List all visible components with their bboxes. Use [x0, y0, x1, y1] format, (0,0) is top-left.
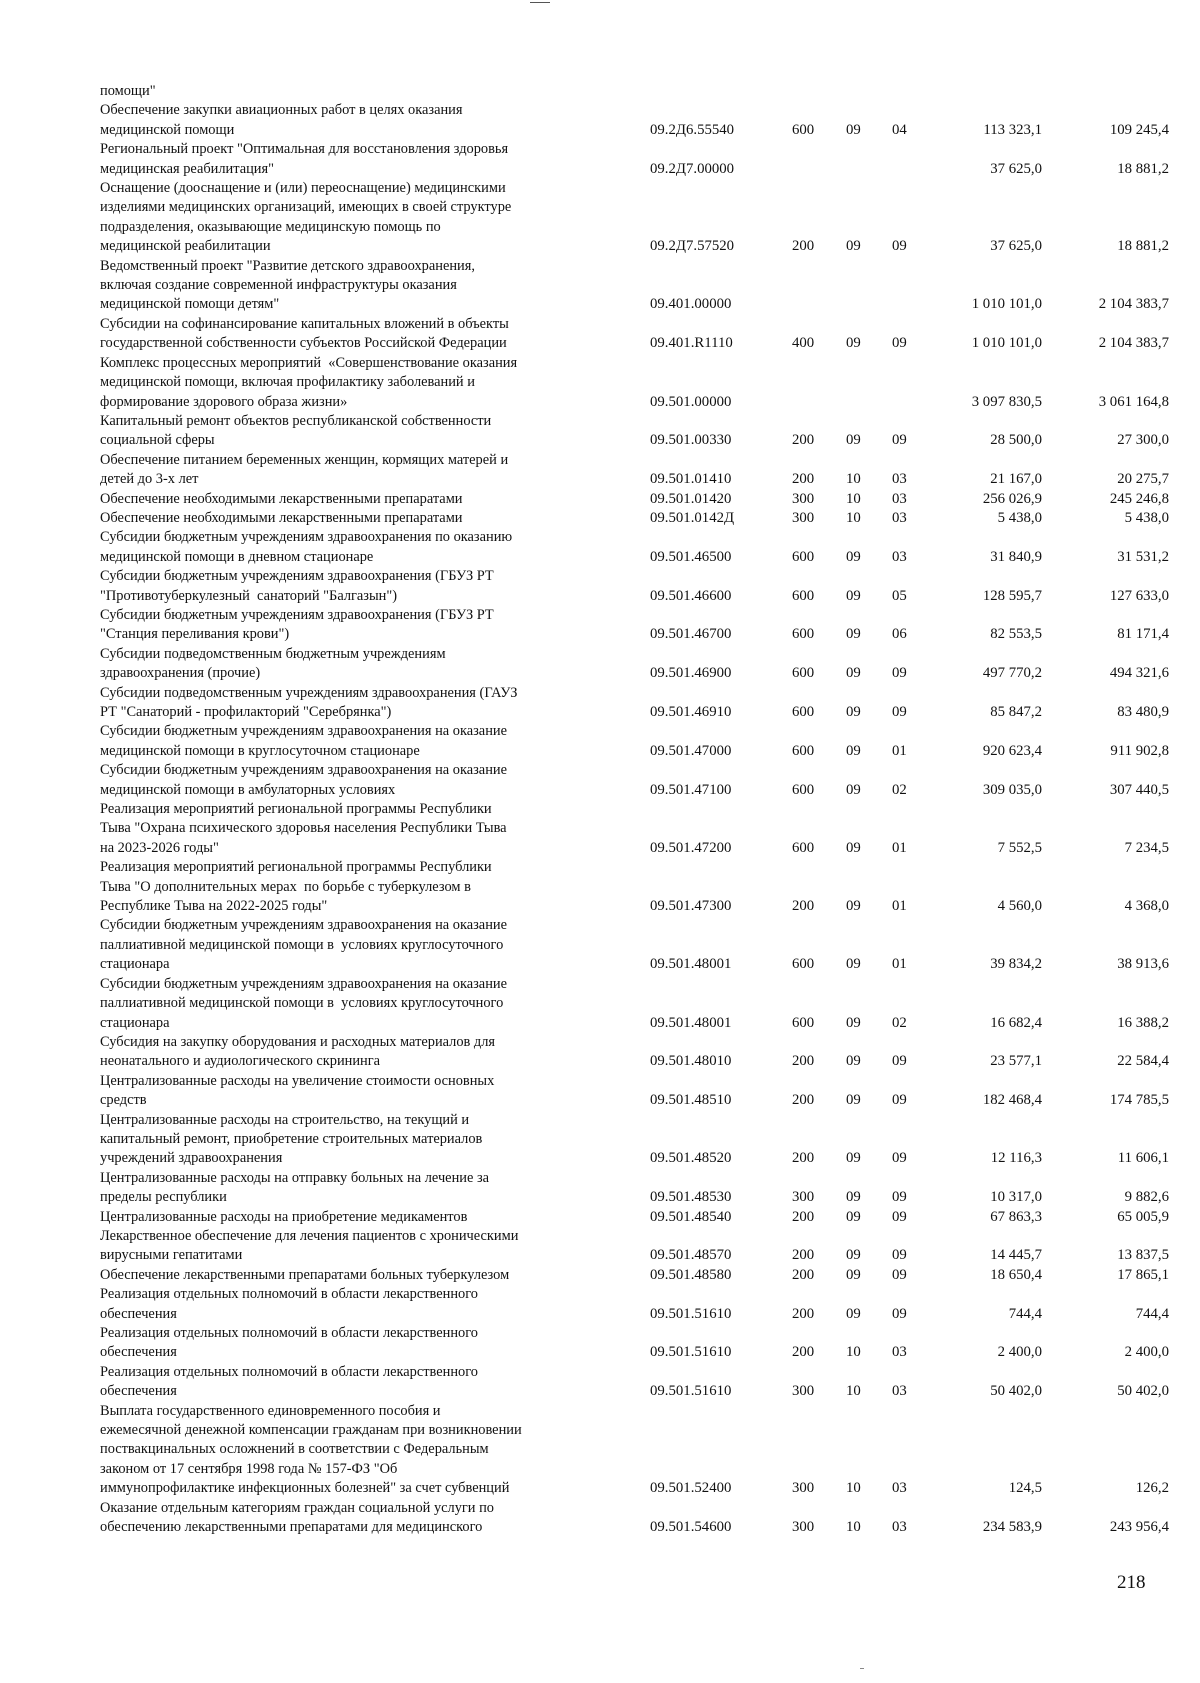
row-rz: 09: [846, 1266, 861, 1283]
row-kvr: 600: [792, 781, 815, 798]
table-row: [100, 567, 1180, 606]
row-rz: 09: [846, 1189, 861, 1206]
row-code: 09.501.48570: [650, 1247, 732, 1264]
row-name: Субсидии бюджетным учреждениям здравоохранения на оказание паллиативной медицинской помощи в условиях круглосуточного стационара: [100, 917, 507, 973]
row-s1: 31 840,9: [990, 548, 1042, 565]
row-name: помощи": [100, 83, 156, 99]
row-code: 09.501.48010: [650, 1053, 732, 1070]
row-code: 09.401.00000: [650, 296, 732, 313]
row-s1: 920 623,4: [982, 742, 1042, 759]
row-rz: 09: [846, 665, 861, 682]
row-s1: 309 035,0: [982, 781, 1042, 798]
table-row: [100, 1499, 1180, 1538]
row-s2: 4 368,0: [1124, 898, 1169, 915]
row-s2: 11 606,1: [1117, 1150, 1169, 1167]
row-pr: 09: [892, 432, 907, 449]
row-rz: 10: [846, 1344, 861, 1361]
row-pr: 01: [892, 839, 907, 856]
row-code: 09.501.48580: [650, 1266, 732, 1283]
row-pr: 09: [892, 665, 907, 682]
row-name: Обеспечение необходимыми лекарственными препаратами: [100, 490, 463, 507]
row-name: Субсидии на софинансирование капитальных вложений в объекты государственной собственности субъектов Российской Федерации: [100, 315, 509, 352]
row-rz: 09: [846, 626, 861, 643]
row-kvr: 200: [792, 432, 815, 449]
row-rz: 09: [846, 839, 861, 856]
row-s1: 1 010 101,0: [971, 296, 1042, 313]
row-s1: 10 317,0: [990, 1189, 1042, 1206]
row-code: 09.501.51610: [650, 1344, 732, 1361]
row-rz: 09: [846, 898, 861, 915]
row-kvr: 300: [792, 1519, 815, 1536]
row-kvr: 300: [792, 490, 815, 507]
row-rz: 09: [846, 1305, 861, 1322]
table-row: [100, 761, 1180, 800]
row-s2: 38 913,6: [1117, 956, 1169, 973]
row-s2: 243 956,4: [1109, 1519, 1169, 1536]
row-code: 09.501.51610: [650, 1383, 732, 1400]
row-code: 09.501.52400: [650, 1480, 732, 1497]
row-pr: 09: [892, 335, 907, 352]
row-code: 09.501.47200: [650, 839, 732, 856]
row-kvr: 600: [792, 704, 815, 720]
row-s1: 21 167,0: [990, 471, 1042, 488]
row-s2: 126,2: [1135, 1480, 1169, 1497]
row-name: Обеспечение необходимыми лекарственными препаратами: [100, 509, 463, 526]
row-s2: 245 246,8: [1109, 490, 1169, 507]
row-pr: 09: [892, 1208, 907, 1225]
row-rz: 09: [846, 121, 861, 138]
row-name: Обеспечение закупки авиационных работ в целях оказания медицинской помощи: [100, 102, 463, 138]
row-kvr: 600: [792, 742, 815, 759]
row-pr: 09: [892, 1189, 907, 1206]
row-code: 09.2Д7.57520: [650, 238, 735, 255]
row-name: Субсидии подведомственным учреждениям здравоохранения (ГАУЗ РТ "Санаторий - профилакторий "Серебрянка"): [100, 684, 518, 720]
table-row: [100, 645, 1180, 684]
row-kvr: 200: [792, 1053, 815, 1070]
row-s1: 497 770,2: [982, 665, 1042, 682]
row-name: Оснащение (дооснащение и (или) переоснащение) медицинскими изделиями медицинских организаций, имеющих в своей структуре подразделения, оказывающие медицинскую помощь по медицинской реабилитации: [100, 180, 512, 255]
row-s1: 256 026,9: [982, 490, 1042, 507]
table-row: [100, 140, 1180, 179]
row-rz: 09: [846, 1247, 861, 1264]
row-kvr: 300: [792, 1189, 815, 1206]
row-kvr: 200: [792, 1247, 815, 1264]
row-code: 09.501.46600: [650, 587, 732, 604]
row-rz: 09: [846, 704, 861, 720]
table-row: [100, 1324, 1180, 1363]
table-row: [100, 82, 1180, 101]
scan-speck: [860, 1668, 864, 1669]
row-s1: 124,5: [1008, 1480, 1042, 1497]
row-s1: 28 500,0: [990, 432, 1042, 449]
table-row: [100, 490, 1180, 509]
row-s1: 37 625,0: [990, 160, 1042, 177]
row-rz: 10: [846, 509, 861, 526]
row-s2: 127 633,0: [1109, 587, 1169, 604]
row-code: 09.501.00330: [650, 432, 732, 449]
row-kvr: 600: [792, 626, 815, 643]
row-code: 09.2Д6.55540: [650, 121, 735, 138]
row-name: Централизованные расходы на строительство, на текущий и капитальный ремонт, приобретение строительных материалов учреждений здравоохранения: [100, 1111, 483, 1167]
table-row: [100, 412, 1180, 451]
row-code: 09.501.47000: [650, 742, 732, 759]
row-kvr: 300: [792, 509, 815, 526]
row-pr: 09: [892, 1247, 907, 1264]
table-row: [100, 354, 1180, 412]
row-kvr: 200: [792, 1208, 815, 1225]
row-rz: 10: [846, 1383, 861, 1400]
row-s2: 18 881,2: [1117, 238, 1169, 255]
row-pr: 01: [892, 742, 907, 759]
row-pr: 09: [892, 238, 907, 255]
row-s2: 174 785,5: [1109, 1092, 1169, 1109]
table-row: [100, 1169, 1180, 1208]
row-s2: 5 438,0: [1124, 509, 1169, 526]
row-name: Субсидии бюджетным учреждениям здравоохранения на оказание медицинской помощи в круглосуточном стационаре: [100, 723, 507, 759]
row-pr: 03: [892, 1519, 907, 1536]
row-pr: 03: [892, 1480, 907, 1497]
budget-table: [100, 82, 1180, 1537]
row-s1: 12 116,3: [990, 1150, 1042, 1167]
row-code: 09.401.R1110: [650, 335, 733, 352]
row-kvr: 600: [792, 121, 815, 138]
row-code: 09.501.48001: [650, 1014, 732, 1031]
row-code: 09.501.47300: [650, 898, 732, 915]
table-row: [100, 1285, 1180, 1324]
row-s1: 16 682,4: [990, 1014, 1042, 1031]
table-row: [100, 1266, 1180, 1285]
row-pr: 09: [892, 1150, 907, 1167]
row-s1: 2 400,0: [997, 1344, 1042, 1361]
row-s2: 109 245,4: [1109, 121, 1169, 138]
row-s1: 23 577,1: [990, 1053, 1042, 1070]
row-s1: 14 445,7: [990, 1247, 1042, 1264]
row-pr: 03: [892, 1383, 907, 1400]
row-code: 09.501.54600: [650, 1519, 732, 1536]
row-name: Реализация мероприятий региональной программы Республики Тыва "Охрана психического здоровья населения Республики Тыва на 2023-2026 годы": [100, 801, 507, 856]
row-s2: 65 005,9: [1117, 1208, 1169, 1225]
row-pr: 03: [892, 471, 907, 488]
row-s2: 50 402,0: [1117, 1383, 1169, 1400]
table-row: [100, 1072, 1180, 1111]
row-s2: 911 902,8: [1110, 742, 1169, 759]
row-name: Централизованные расходы на увеличение стоимости основных средств: [100, 1072, 495, 1109]
row-rz: 10: [846, 471, 861, 488]
row-s2: 20 275,7: [1117, 471, 1169, 488]
table-row: [100, 1227, 1180, 1266]
row-name: Субсидии бюджетным учреждениям здравоохранения на оказание медицинской помощи в амбулаторных условиях: [100, 762, 507, 798]
table-row: [100, 1033, 1180, 1072]
row-s1: 234 583,9: [982, 1519, 1042, 1536]
row-s1: 182 468,4: [982, 1092, 1042, 1109]
row-rz: 09: [846, 1208, 861, 1225]
row-name: Лекарственное обеспечение для лечения пациентов с хроническими вирусными гепатитами: [100, 1227, 519, 1264]
row-s2: 7 234,5: [1124, 839, 1169, 856]
table-row: [100, 451, 1180, 490]
table-row: [100, 1402, 1180, 1499]
table-row: [100, 528, 1180, 567]
row-s1: 113 323,1: [983, 121, 1042, 138]
row-code: 09.501.01420: [650, 490, 732, 507]
row-s2: 31 531,2: [1117, 548, 1169, 565]
table-row: [100, 179, 1180, 257]
page-number: 218: [1117, 1572, 1146, 1593]
row-s1: 1 010 101,0: [971, 335, 1042, 352]
row-rz: 09: [846, 742, 861, 759]
row-code: 09.501.51610: [650, 1305, 732, 1322]
row-s1: 82 553,5: [990, 626, 1042, 643]
row-s2: 83 480,9: [1117, 704, 1169, 720]
row-kvr: 600: [792, 548, 815, 565]
row-code: 09.501.46910: [650, 704, 732, 720]
row-rz: 10: [846, 1519, 861, 1536]
row-s2: 27 300,0: [1117, 432, 1169, 449]
row-code: 09.501.46900: [650, 665, 732, 682]
row-s1: 39 834,2: [990, 956, 1042, 973]
row-name: Ведомственный проект "Развитие детского здравоохранения, включая создание современной инфраструктуры оказания медицинской помощи детям": [100, 257, 475, 313]
row-pr: 09: [892, 1266, 907, 1283]
row-s2: 3 061 164,8: [1098, 393, 1169, 410]
table-row: [100, 315, 1180, 354]
row-code: 09.501.46700: [650, 626, 732, 643]
row-s1: 67 863,3: [990, 1208, 1042, 1225]
row-kvr: 200: [792, 1150, 815, 1167]
row-name: Субсидии подведомственным бюджетным учреждениям здравоохранения (прочие): [100, 645, 446, 682]
row-s2: 744,4: [1135, 1305, 1169, 1322]
row-code: 09.501.00000: [650, 393, 732, 410]
row-code: 09.501.48540: [650, 1208, 732, 1225]
row-kvr: 200: [792, 471, 815, 488]
row-kvr: 600: [792, 839, 815, 856]
table-row: [100, 509, 1180, 528]
row-code: 09.501.01410: [650, 471, 732, 488]
row-kvr: 200: [792, 1305, 815, 1322]
row-pr: 01: [892, 898, 907, 915]
row-rz: 10: [846, 1480, 861, 1497]
row-s2: 307 440,5: [1109, 781, 1169, 798]
row-kvr: 600: [792, 956, 815, 973]
row-s1: 4 560,0: [997, 898, 1042, 915]
row-kvr: 400: [792, 335, 815, 352]
row-rz: 09: [846, 587, 861, 604]
row-name: Реализация мероприятий региональной программы Республики Тыва "О дополнительных мерах по борьбе с туберкулезом в Республике Тыва на 2022-2025 годы": [100, 859, 492, 915]
row-kvr: 200: [792, 238, 815, 255]
row-name: Субсидии бюджетным учреждениям здравоохранения (ГБУЗ РТ "Станция переливания крови"): [100, 606, 494, 643]
row-name: Капитальный ремонт объектов республиканской собственности социальной сферы: [100, 412, 492, 449]
table-row: [100, 975, 1180, 1033]
row-name: Централизованные расходы на приобретение медикаментов: [100, 1208, 468, 1225]
row-s2: 13 837,5: [1117, 1247, 1169, 1264]
row-s1: 744,4: [1008, 1305, 1042, 1322]
table-row: [100, 257, 1180, 315]
row-s2: 9 882,6: [1124, 1189, 1169, 1206]
row-kvr: 600: [792, 1014, 815, 1031]
row-rz: 09: [846, 335, 861, 352]
row-name: Обеспечение лекарственными препаратами больных туберкулезом: [100, 1266, 510, 1283]
row-s1: 3 097 830,5: [971, 393, 1042, 410]
row-name: Комплекс процессных мероприятий «Совершенствование оказания медицинской помощи, включая профилактику заболеваний и формирование здорового образа жизни»: [100, 354, 518, 410]
table-row: [100, 858, 1180, 916]
row-name: Выплата государственного единовременного пособия и ежемесячной денежной компенсации гражданам при возникновении поствакцинальных осложнений в соответствии с Федеральным законом от 17 сентября 1998 года № 157-ФЗ "Об иммунопрофилактике инфекционных болезней" за счет субвенций: [100, 1402, 522, 1497]
row-s2: 494 321,6: [1109, 665, 1169, 682]
row-rz: 09: [846, 548, 861, 565]
row-name: Оказание отдельным категориям граждан социальной услуги по обеспечению лекарственными препаратами для медицинского: [100, 1499, 494, 1536]
row-rz: 09: [846, 238, 861, 255]
table-row: [100, 684, 1180, 723]
row-s1: 37 625,0: [990, 238, 1042, 255]
row-name: Централизованные расходы на отправку больных на лечение за пределы республики: [100, 1169, 490, 1206]
row-code: 09.501.48510: [650, 1092, 732, 1109]
row-name: Субсидии бюджетным учреждениям здравоохранения по оказанию медицинской помощи в дневном стационаре: [100, 529, 513, 565]
row-rz: 09: [846, 956, 861, 973]
row-rz: 09: [846, 432, 861, 449]
row-pr: 05: [892, 587, 907, 604]
row-s1: 5 438,0: [997, 509, 1042, 526]
row-kvr: 600: [792, 587, 815, 604]
row-pr: 09: [892, 704, 907, 720]
row-kvr: 300: [792, 1383, 815, 1400]
row-code: 09.501.48520: [650, 1150, 732, 1167]
row-name: Субсидии бюджетным учреждениям здравоохранения на оказание паллиативной медицинской помощи в условиях круглосуточного стационара: [100, 975, 507, 1031]
row-pr: 06: [892, 626, 907, 643]
row-pr: 04: [892, 121, 907, 138]
row-pr: 09: [892, 1305, 907, 1322]
row-pr: 01: [892, 956, 907, 973]
row-s1: 128 595,7: [982, 587, 1042, 604]
row-pr: 03: [892, 509, 907, 526]
table-row: [100, 1363, 1180, 1402]
row-rz: 09: [846, 1053, 861, 1070]
row-rz: 10: [846, 490, 861, 507]
row-name: Реализация отдельных полномочий в области лекарственного обеспечения: [100, 1286, 478, 1322]
row-name: Реализация отдельных полномочий в области лекарственного обеспечения: [100, 1325, 478, 1361]
row-kvr: 200: [792, 1344, 815, 1361]
table-row: [100, 101, 1180, 140]
row-code: 09.501.48530: [650, 1189, 732, 1206]
row-s1: 85 847,2: [990, 704, 1042, 720]
row-s1: 50 402,0: [990, 1383, 1042, 1400]
table-row: [100, 1111, 1180, 1169]
row-s2: 22 584,4: [1117, 1053, 1169, 1070]
row-s1: 18 650,4: [990, 1266, 1042, 1283]
table-row: [100, 800, 1180, 858]
row-rz: 09: [846, 1092, 861, 1109]
row-pr: 03: [892, 1344, 907, 1361]
row-code: 09.501.48001: [650, 956, 732, 973]
row-rz: 09: [846, 1014, 861, 1031]
row-name: Реализация отдельных полномочий в области лекарственного обеспечения: [100, 1363, 478, 1400]
scan-mark: [530, 2, 550, 3]
row-s2: 81 171,4: [1117, 626, 1169, 643]
row-s2: 17 865,1: [1117, 1266, 1169, 1283]
row-code: 09.501.46500: [650, 548, 732, 565]
row-s1: 7 552,5: [997, 839, 1042, 856]
row-name: Субсидия на закупку оборудования и расходных материалов для неонатального и аудиологического скрининга: [100, 1033, 496, 1070]
row-s2: 2 104 383,7: [1098, 335, 1169, 352]
row-pr: 09: [892, 1053, 907, 1070]
row-name: Обеспечение питанием беременных женщин, кормящих матерей и детей до 3-х лет: [100, 451, 509, 488]
row-name: Субсидии бюджетным учреждениям здравоохранения (ГБУЗ РТ "Противотуберкулезный санаторий "Балгазын"): [100, 568, 494, 604]
row-s2: 18 881,2: [1117, 160, 1169, 177]
table-row: [100, 722, 1180, 761]
row-name: Региональный проект "Оптимальная для восстановления здоровья медицинская реабилитация": [100, 141, 509, 177]
row-s2: 2 400,0: [1124, 1344, 1169, 1361]
row-kvr: 600: [792, 665, 815, 682]
row-kvr: 300: [792, 1480, 815, 1497]
row-code: 09.2Д7.00000: [650, 160, 735, 177]
row-pr: 02: [892, 781, 907, 798]
row-s2: 16 388,2: [1117, 1014, 1169, 1031]
row-code: 09.501.47100: [650, 781, 732, 798]
row-pr: 02: [892, 1014, 907, 1031]
row-pr: 03: [892, 490, 907, 507]
row-pr: 03: [892, 548, 907, 565]
row-code: 09.501.0142Д: [650, 509, 735, 526]
row-kvr: 200: [792, 1092, 815, 1109]
table-row: [100, 916, 1180, 974]
row-rz: 09: [846, 1150, 861, 1167]
row-rz: 09: [846, 781, 861, 798]
row-kvr: 200: [792, 1266, 815, 1283]
table-row: [100, 1208, 1180, 1227]
table-row: [100, 606, 1180, 645]
row-pr: 09: [892, 1092, 907, 1109]
row-kvr: 200: [792, 898, 815, 915]
row-s2: 2 104 383,7: [1098, 296, 1169, 313]
